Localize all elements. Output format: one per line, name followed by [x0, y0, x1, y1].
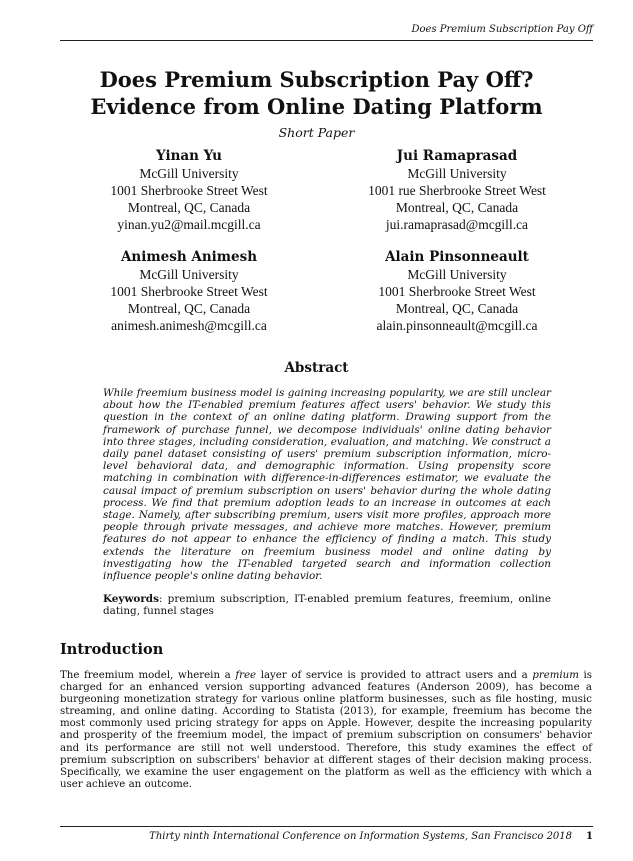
title-line-2: Evidence from Online Dating Platform	[90, 94, 543, 119]
intro-italic-premium: premium	[532, 670, 579, 681]
author-block-2	[327, 148, 587, 233]
paper-title	[0, 66, 633, 120]
intro-text-1: The freemium model, wherein a	[60, 670, 236, 681]
page-footer	[149, 831, 593, 842]
title-line-1: Does Premium Subscription Pay Off?	[99, 67, 534, 92]
author-affiliation: McGill University	[139, 267, 239, 282]
author-street: 1001 Sherbrooke Street West	[110, 183, 268, 198]
abstract-heading: Abstract	[284, 360, 349, 376]
abstract-text: While freemium business model is gaining increasing popularity, we are still unclear about how the IT-enabled premium features affect users' behavior. We study this question in the context of an online dating platform. Drawing support from the framework of purchase funnel, we decompose individuals' online dating behavior into three stages, including consideration, evaluation, and matching. We construct a daily panel dataset consisting of users' premium subscription information, micro-level behavioral data, and demographic information. Using propensity score matching in combination with difference-in-differences estimator, we evaluate the causal impact of premium subscription on users' behavior during the whole dating process. We find that premium adoption leads to an increase in outcomes at each stage. Namely, after subscribing premium, users visit more profiles, approach more people through private messages, and achieve more matches. However, premium features do not appear to enhance the efficiency of finding a match. This study extends the literature on freemium business model and online dating by investigating how the IT-enabled targeted search and information collection influence people's online dating behavior.	[103, 387, 551, 583]
author-name: Alain Pinsonneault	[385, 249, 529, 265]
author-block-3	[59, 249, 319, 334]
running-head: Does Premium Subscription Pay Off	[411, 24, 593, 35]
keywords: Keywords: premium subscription, IT-enabled premium features, freemium, online dating, funnel stages	[103, 593, 551, 618]
keywords-text: premium subscription, IT-enabled premium features, freemium, online dating, funnel stages	[103, 593, 551, 618]
keywords-label: Keywords	[103, 593, 159, 605]
introduction-heading: Introduction	[60, 641, 164, 658]
author-block-4	[327, 249, 587, 334]
author-affiliation: McGill University	[407, 166, 507, 181]
introduction-paragraph	[60, 670, 592, 791]
author-name: Jui Ramaprasad	[396, 148, 518, 164]
author-city: Montreal, QC, Canada	[127, 200, 251, 215]
page-number: 1	[586, 831, 593, 842]
header-rule	[60, 40, 593, 41]
author-affiliation: McGill University	[407, 267, 507, 282]
footer-rule	[60, 826, 593, 827]
author-street: 1001 Sherbrooke Street West	[110, 284, 268, 299]
intro-text-3: is charged for an enhanced version supporting advanced features (Anderson 2009), has become a burgeoning monetization strategy for various online platform businesses, such as file hosting, music streaming, and online dating. According to Statista (2013), for example, freemium has become the most commonly used pricing strategy for apps on Apple. However, despite the increasing popularity and prosperity of the freemium model, the impact of premium subscription on consumers' behavior and its performance are still not well understood. Therefore, this study examines the effect of premium subscription on subscribers' behavior at different stages of their decision making process. Specifically, we examine the user engagement on the platform as well as the efficiency with which a user achieve an outcome.	[60, 670, 592, 790]
author-city: Montreal, QC, Canada	[127, 301, 251, 316]
author-street: 1001 rue Sherbrooke Street West	[368, 183, 546, 198]
author-street: 1001 Sherbrooke Street West	[378, 284, 536, 299]
author-email[interactable]: alain.pinsonneault@mcgill.ca	[376, 318, 538, 333]
author-email[interactable]: yinan.yu2@mail.mcgill.ca	[117, 217, 261, 232]
paper-type: Short Paper	[278, 125, 355, 140]
intro-text-2: layer of service is provided to attract users and a	[256, 670, 533, 681]
author-city: Montreal, QC, Canada	[395, 200, 519, 215]
intro-italic-free: free	[235, 670, 257, 681]
author-email[interactable]: jui.ramaprasad@mcgill.ca	[385, 217, 529, 232]
author-block-1	[59, 148, 319, 233]
author-email[interactable]: animesh.animesh@mcgill.ca	[111, 318, 267, 333]
author-city: Montreal, QC, Canada	[395, 301, 519, 316]
author-name: Animesh Animesh	[120, 249, 258, 265]
author-name: Yinan Yu	[156, 148, 222, 164]
author-affiliation: McGill University	[139, 166, 239, 181]
conference-name: Thirty ninth International Conference on Information Systems, San Francisco 2018	[149, 831, 573, 842]
